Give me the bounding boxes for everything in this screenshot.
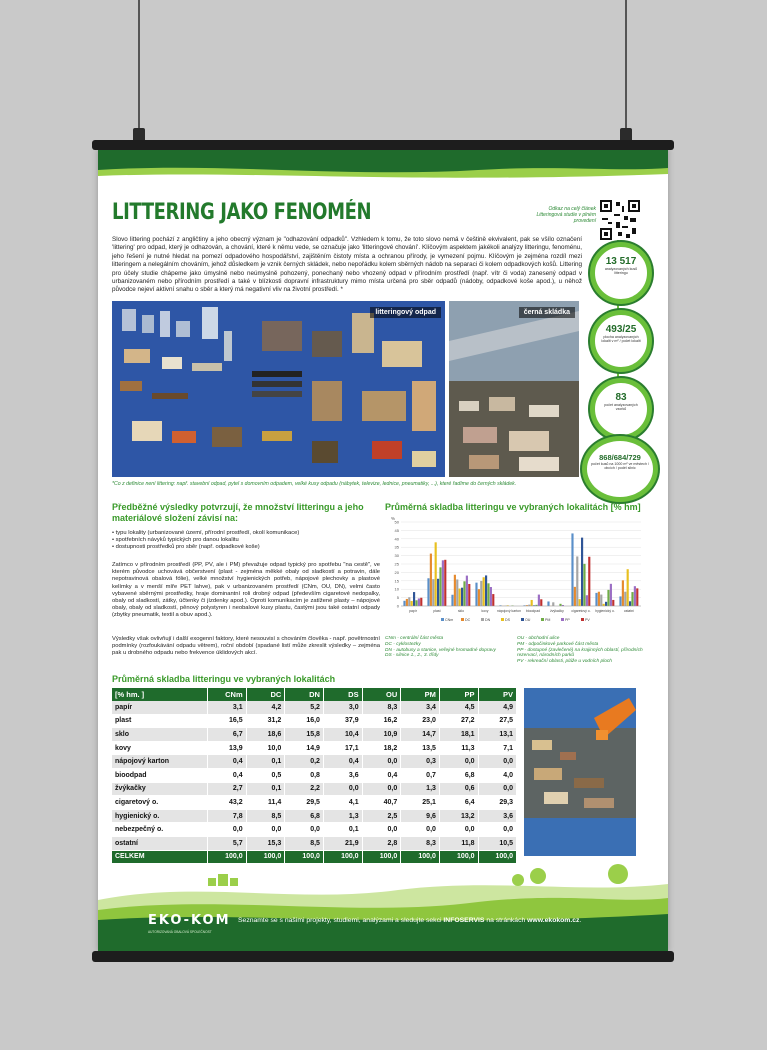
table-cell: 100,0 bbox=[323, 850, 362, 864]
table-cell: 100,0 bbox=[285, 850, 324, 864]
bar bbox=[603, 604, 605, 606]
page-title: LITTERING JAKO FENOMÉN bbox=[112, 200, 372, 225]
y-tick-label: 15 bbox=[394, 578, 399, 584]
legend-swatch bbox=[521, 618, 524, 621]
table-row bbox=[112, 823, 516, 837]
table-cell: 14,9 bbox=[285, 741, 324, 755]
row-label: žvýkačky bbox=[112, 782, 207, 796]
bar bbox=[538, 595, 540, 606]
bar bbox=[435, 542, 437, 606]
table-cell: 100,0 bbox=[246, 850, 285, 864]
x-tick-label: ostatní bbox=[623, 609, 635, 613]
bar bbox=[463, 581, 465, 606]
table-cell: 0,0 bbox=[478, 823, 516, 837]
table-cell: 0,0 bbox=[439, 755, 478, 769]
table-cell: 14,7 bbox=[401, 728, 440, 742]
table-cell: 5,2 bbox=[285, 701, 324, 714]
footer-text bbox=[238, 917, 581, 924]
legend-abbrev-item: CNm - centrální část města bbox=[385, 636, 444, 641]
list-item: • spotřebních návyků typických pro danou lokalitu bbox=[112, 537, 239, 544]
x-tick-label: hygienický o. bbox=[595, 609, 615, 613]
x-tick-label: kovy bbox=[481, 609, 489, 613]
bar bbox=[588, 557, 590, 606]
table-cell: 5,7 bbox=[207, 836, 246, 850]
y-tick-label: 40 bbox=[394, 536, 399, 542]
bar bbox=[480, 581, 482, 606]
bar bbox=[475, 583, 477, 606]
bar bbox=[451, 595, 453, 606]
table-cell: 16,2 bbox=[362, 714, 401, 728]
footer-band bbox=[98, 860, 668, 952]
legend-swatch bbox=[581, 618, 584, 621]
legend-swatch bbox=[441, 618, 444, 621]
table-cell: 0,1 bbox=[246, 755, 285, 769]
table-cell: 27,2 bbox=[439, 714, 478, 728]
stat-area bbox=[590, 310, 652, 372]
table-cell: 2,2 bbox=[285, 782, 324, 796]
y-tick-label: 25 bbox=[394, 561, 399, 567]
chart-legend-abbreviations bbox=[385, 636, 647, 678]
table-cell: 7,8 bbox=[207, 809, 246, 823]
bar bbox=[492, 594, 494, 606]
y-tick-label: 20 bbox=[394, 569, 399, 575]
table-header-row bbox=[112, 688, 516, 701]
legend-label: DS bbox=[505, 618, 510, 622]
hanging-bar-bottom bbox=[92, 951, 674, 962]
x-tick-label: plast bbox=[433, 609, 441, 613]
table-cell: 4,9 bbox=[478, 701, 516, 714]
table-cell: 0,5 bbox=[246, 768, 285, 782]
bar bbox=[631, 592, 633, 606]
y-tick-label: 10 bbox=[394, 586, 399, 592]
bar bbox=[531, 600, 533, 606]
table-cell: 0,6 bbox=[439, 782, 478, 796]
legend-swatch bbox=[541, 618, 544, 621]
table-row bbox=[112, 755, 516, 769]
y-tick-label: 45 bbox=[394, 527, 399, 533]
table-row bbox=[112, 809, 516, 823]
stats-column bbox=[582, 240, 662, 502]
table-cell: 17,1 bbox=[323, 741, 362, 755]
column-header: DC bbox=[246, 688, 285, 701]
table-cell: 13,5 bbox=[401, 741, 440, 755]
table-cell: 1,3 bbox=[323, 809, 362, 823]
table-cell: 4,0 bbox=[478, 768, 516, 782]
bar bbox=[605, 602, 607, 606]
row-label: kovy bbox=[112, 741, 207, 755]
table-cell: 3,1 bbox=[207, 701, 246, 714]
bar bbox=[415, 600, 417, 606]
y-tick-label: 5 bbox=[396, 595, 399, 601]
bar bbox=[624, 592, 626, 606]
dump-photo-illustration bbox=[449, 301, 579, 477]
intro-text: Slovo littering pochází z angličtiny a jeho obecný význam je "odhazování odpadků". Vzhledem k tomu, že toto slovo nemá v češtině ekvivalent, pak se všílo označení 'littering' pro odpad, který je odhazován, a chování, které k němu vede, se označuje jako 'litteringové chování'. Klíčovým aspektem jakékoli analýzy litteringu, fenoménu, jeho řešení je nutné hledat na pomezí odpadového hospodářství, zajištěním čistoty místa a ochranou přírody, je vymezení pojmu. Klíčovým je zejména rozdíl mezi litteringem a nelegálním chováním, jehož důsledkem je vznik černých skládek, nebo nepořádku kolem sběrných nádob na separaci či kolem odpadkových košů. Littering pro účely studie chápeme jako úmyslně nebo neúmyslně pohozený, ponechaný nebo vhozený odpad v přírodním prostředí (např. vítr či voda) zanesený odpad v urbanizovaném nebo přírodním prostředí a také v blízkosti dopravní infrastruktury mimo místa určená pro sběr odpadů (nádoby, odpadkové koše apod.), u něhož původce nejeví aktivní snahu o sběr a který má negativní vliv na životní prostředí. * bbox=[112, 236, 582, 294]
bar bbox=[574, 587, 576, 606]
table-row bbox=[112, 728, 516, 742]
table-row bbox=[112, 768, 516, 782]
bar bbox=[595, 593, 597, 606]
brand-logo: EKO-KOM bbox=[148, 913, 231, 928]
bar bbox=[406, 599, 408, 606]
row-label: nápojový karton bbox=[112, 755, 207, 769]
bar bbox=[586, 595, 588, 606]
table-cell: 0,0 bbox=[362, 782, 401, 796]
column-header: OU bbox=[362, 688, 401, 701]
bar bbox=[634, 586, 636, 606]
table-cell: 0,0 bbox=[478, 755, 516, 769]
legend-abbrev-item: PP - dostupné (zavlečené) na krajinných oblastí, přírodních rezervací, národních parků bbox=[517, 647, 643, 659]
table-row bbox=[112, 741, 516, 755]
row-label: sklo bbox=[112, 728, 207, 742]
table-cell: 25,1 bbox=[401, 796, 440, 810]
bar bbox=[622, 580, 624, 606]
stat-number: 493/25 bbox=[605, 324, 637, 335]
legend-label: PM bbox=[545, 618, 551, 622]
table-cell: 100,0 bbox=[439, 850, 478, 864]
table-cell: 8,5 bbox=[246, 809, 285, 823]
bar bbox=[456, 579, 458, 606]
bullet-list bbox=[112, 530, 380, 552]
bar bbox=[627, 569, 629, 606]
litter-photo-illustration bbox=[112, 301, 445, 477]
row-label: CELKEM bbox=[112, 850, 207, 864]
composition-bar-chart bbox=[385, 514, 647, 632]
bar bbox=[459, 589, 461, 606]
row-label: papír bbox=[112, 701, 207, 714]
bar bbox=[579, 599, 581, 606]
legend-label: PP bbox=[565, 618, 570, 622]
footer-infoservis: INFOSERVIS bbox=[443, 917, 485, 924]
table-cell: 13,1 bbox=[478, 728, 516, 742]
bar bbox=[600, 595, 602, 606]
column-header: DN bbox=[285, 688, 324, 701]
hanging-bar-top bbox=[92, 140, 674, 150]
x-tick-label: papír bbox=[409, 609, 417, 613]
table-cell: 21,9 bbox=[323, 836, 362, 850]
bar bbox=[581, 538, 583, 606]
stat-number: 13 517 bbox=[605, 256, 637, 267]
table-row bbox=[112, 796, 516, 810]
bar bbox=[607, 590, 609, 606]
photo-label-litter: litteringový odpad bbox=[370, 307, 441, 318]
legend-swatch bbox=[481, 618, 484, 621]
row-label: ostatní bbox=[112, 836, 207, 850]
x-tick-label: nápojový karton bbox=[497, 609, 521, 613]
table-cell: 6,8 bbox=[285, 809, 324, 823]
legend-label: CNm bbox=[445, 618, 454, 622]
table-cell: 13,2 bbox=[439, 809, 478, 823]
bar bbox=[454, 575, 456, 606]
table-cell: 15,8 bbox=[285, 728, 324, 742]
qr-note: Odkaz na celý článek Litteringová studie v plném provedení bbox=[536, 206, 596, 224]
legend-label: PV bbox=[585, 618, 590, 622]
paragraph-urban-vs-nature: Zatímco v přírodním prostředí (PP, PV, ale i PM) převažuje odpad typický pro spotřebu "na cestě", ve kterém původce uchovává občerstvení (plast - zejména měkké obaly od sladkostí a potravin, dále nepotravinová obalová fólie), velké množství hygienických potřeb, nápojové plechovky a plastové kelímky a v menší míře PET lahve), pak v urbanizovaném prostředí (CNm, OU, DN), velmi často vybavené sběrnými prostředky, hraje dominantní roli drobný odpad (především cigaretové nedopalky, obaly od sladkostí, zátky, účtenky či jízdenky apod.). Oproti komunikacím je zatížené plasty – nápojové obaly, obaly od sladkostí, pěnový polystyren i neobalové kusy plastu, častými jsou také ostatní odpady (zbytky pneumatik, textil a obuv apod.). bbox=[112, 562, 380, 619]
table-cell: 18,1 bbox=[439, 728, 478, 742]
column-header-unit: [% hm. ] bbox=[112, 688, 207, 701]
bar bbox=[461, 588, 463, 606]
legend-label: OU bbox=[525, 618, 531, 622]
stat-pieces bbox=[590, 242, 652, 304]
legend-swatch bbox=[461, 618, 464, 621]
table-cell: 4,5 bbox=[439, 701, 478, 714]
bar bbox=[583, 564, 585, 606]
table-cell: 8,3 bbox=[362, 701, 401, 714]
table-cell: 100,0 bbox=[207, 850, 246, 864]
legend-label: DC bbox=[465, 618, 471, 622]
table-cell: 3,6 bbox=[478, 809, 516, 823]
x-tick-label: sklo bbox=[457, 609, 465, 613]
stat-density bbox=[582, 436, 658, 502]
table-cell: 11,8 bbox=[439, 836, 478, 850]
photo-hand-collecting bbox=[524, 688, 636, 856]
row-label: cigaretový o. bbox=[112, 796, 207, 810]
legend-swatch bbox=[561, 618, 564, 621]
table-cell: 3,4 bbox=[401, 701, 440, 714]
bar bbox=[430, 554, 432, 606]
table-cell: 0,0 bbox=[362, 755, 401, 769]
x-tick-label: cigaretový o. bbox=[571, 609, 591, 613]
table-cell: 0,0 bbox=[401, 823, 440, 837]
photo-illegal-dump bbox=[449, 301, 579, 477]
legend-abbrev-item: PV - rekreační oblasti, pláže u vodních ploch bbox=[517, 659, 612, 665]
table-cell: 0,0 bbox=[478, 782, 516, 796]
x-tick-label: žvýkačky bbox=[550, 609, 564, 613]
column-header: PM bbox=[401, 688, 440, 701]
table-cell: 2,8 bbox=[362, 836, 401, 850]
table-cell: 0,8 bbox=[285, 768, 324, 782]
bar bbox=[552, 602, 554, 606]
list-item: • typu lokality (urbanizované území, přírodní prostředí, okolí komunikace) bbox=[112, 530, 300, 536]
hanging-wire-left bbox=[138, 0, 140, 132]
column-header: DS bbox=[323, 688, 362, 701]
bar bbox=[487, 583, 489, 606]
table-cell: 100,0 bbox=[478, 850, 516, 864]
table-row bbox=[112, 714, 516, 728]
y-axis-label: % bbox=[391, 516, 396, 521]
table-row bbox=[112, 836, 516, 850]
bar bbox=[612, 600, 614, 606]
table-cell: 6,4 bbox=[439, 796, 478, 810]
footer-text-part: Seznamte se s našimi projekty, studiemi, analýzami a sledujte sekci bbox=[238, 917, 444, 924]
table-cell: 10,0 bbox=[246, 741, 285, 755]
y-tick-label: 35 bbox=[394, 544, 399, 550]
stat-label: počet kusů na 1000 m² ve městech / obcích / podél silnic bbox=[591, 462, 649, 471]
poster bbox=[98, 148, 668, 952]
definition-footnote: *Co z definice není littering: např. stavební odpad, pytel s domovním odpadem, velké kusy odpadu (nábytek, televize, lednice, pneumatiky, ...), které řadíme do černých skládek. bbox=[112, 481, 517, 487]
footer-website-link[interactable]: www.ekokom.cz bbox=[527, 917, 580, 924]
legend-abbrev-item: DC - cyklostezky bbox=[385, 641, 421, 647]
bar bbox=[619, 596, 621, 606]
bar bbox=[439, 567, 441, 606]
composition-table bbox=[112, 688, 516, 864]
legend-abbrev-item: DS - silnice 1., 2., 3. třídy bbox=[385, 653, 439, 659]
y-tick-label: 0 bbox=[396, 603, 399, 609]
bar bbox=[485, 575, 487, 606]
bar bbox=[571, 533, 573, 606]
table-cell: 0,0 bbox=[439, 823, 478, 837]
stat-label: počet analyzovaných vzorků bbox=[604, 403, 638, 412]
table-cell: 0,1 bbox=[323, 823, 362, 837]
bar bbox=[468, 584, 470, 606]
table-cell: 23,0 bbox=[401, 714, 440, 728]
bar bbox=[483, 577, 485, 606]
table-heading: Průměrná skladba litteringu ve vybraných lokalitách bbox=[112, 674, 336, 684]
qr-code-icon[interactable] bbox=[600, 200, 640, 240]
photo-litter-waste bbox=[112, 301, 445, 477]
row-label: nebezpečný o. bbox=[112, 823, 207, 837]
table-cell: 18,6 bbox=[246, 728, 285, 742]
row-label: plast bbox=[112, 714, 207, 728]
column-header: CNm bbox=[207, 688, 246, 701]
table-cell: 2,7 bbox=[207, 782, 246, 796]
bar bbox=[598, 592, 600, 606]
bar bbox=[418, 598, 420, 606]
table-cell: 9,6 bbox=[401, 809, 440, 823]
stat-samples bbox=[590, 378, 652, 440]
hand-photo-illustration bbox=[524, 688, 636, 856]
footer-text-part: na stránkách bbox=[484, 917, 528, 924]
bar bbox=[432, 579, 434, 606]
row-label: hygienický o. bbox=[112, 809, 207, 823]
stat-label: analyzovaných kusů litteringu bbox=[604, 267, 638, 276]
table-cell: 4,2 bbox=[246, 701, 285, 714]
bar bbox=[442, 560, 444, 606]
column-header: PV bbox=[478, 688, 516, 701]
table-row bbox=[112, 782, 516, 796]
chart-heading: Průměrná skladba litteringu ve vybraných lokalitách [% hm] bbox=[385, 502, 641, 512]
table-cell: 6,7 bbox=[207, 728, 246, 742]
table-cell: 0,1 bbox=[246, 782, 285, 796]
table-cell: 3,6 bbox=[323, 768, 362, 782]
table-cell: 40,7 bbox=[362, 796, 401, 810]
bar bbox=[420, 598, 422, 606]
bar bbox=[576, 556, 578, 606]
column-header: PP bbox=[439, 688, 478, 701]
table-cell: 0,0 bbox=[285, 823, 324, 837]
table-cell: 8,5 bbox=[285, 836, 324, 850]
bar bbox=[444, 560, 446, 606]
table-cell: 0,4 bbox=[362, 768, 401, 782]
bar bbox=[559, 604, 561, 606]
table-cell: 4,1 bbox=[323, 796, 362, 810]
bar bbox=[629, 601, 631, 606]
table-cell: 0,0 bbox=[246, 823, 285, 837]
table-cell: 13,9 bbox=[207, 741, 246, 755]
stat-number: 83 bbox=[615, 392, 627, 403]
header-band bbox=[98, 148, 668, 182]
table-cell: 27,5 bbox=[478, 714, 516, 728]
table-cell: 15,3 bbox=[246, 836, 285, 850]
bar bbox=[478, 589, 480, 606]
brand-logo-subtitle: AUTORIZOVANÁ OBALOVÁ SPOLEČNOST bbox=[148, 930, 212, 934]
table-cell: 0,2 bbox=[285, 755, 324, 769]
table-cell: 6,8 bbox=[439, 768, 478, 782]
bar bbox=[610, 584, 612, 606]
table-cell: 11,4 bbox=[246, 796, 285, 810]
table-cell: 0,7 bbox=[401, 768, 440, 782]
stat-label: plocha analyzovaných lokalit v m² / počet lokalit bbox=[601, 335, 641, 344]
table-cell: 11,3 bbox=[439, 741, 478, 755]
table-cell: 31,2 bbox=[246, 714, 285, 728]
table-cell: 16,5 bbox=[207, 714, 246, 728]
bar bbox=[427, 578, 429, 606]
legend-swatch bbox=[501, 618, 504, 621]
table-cell: 10,5 bbox=[478, 836, 516, 850]
bar bbox=[408, 597, 410, 606]
bar bbox=[636, 588, 638, 606]
table-cell: 0,0 bbox=[362, 823, 401, 837]
table-cell: 100,0 bbox=[362, 850, 401, 864]
list-item: • dostupnosti prostředků pro sběr (např. odpadkové koše) bbox=[112, 544, 260, 551]
row-label: bioodpad bbox=[112, 768, 207, 782]
table-cell: 10,4 bbox=[323, 728, 362, 742]
bar bbox=[413, 592, 415, 606]
table-cell: 0,0 bbox=[207, 823, 246, 837]
bar bbox=[411, 601, 413, 606]
table-cell: 18,2 bbox=[362, 741, 401, 755]
y-tick-label: 30 bbox=[394, 553, 399, 559]
legend-abbrev-item: OU - obchodní ulice bbox=[517, 636, 560, 641]
x-tick-label: bioodpad bbox=[526, 609, 540, 613]
stat-number: 868/684/729 bbox=[599, 453, 641, 462]
bar bbox=[437, 579, 439, 606]
bar bbox=[547, 601, 549, 606]
table-cell: 3,0 bbox=[323, 701, 362, 714]
bar bbox=[540, 599, 542, 606]
table-row bbox=[112, 701, 516, 714]
bar bbox=[490, 587, 492, 606]
table-cell: 0,4 bbox=[323, 755, 362, 769]
bar bbox=[403, 601, 405, 606]
table-cell: 0,3 bbox=[401, 755, 440, 769]
hanging-wire-right bbox=[625, 0, 627, 132]
legend-label: DN bbox=[485, 618, 491, 622]
y-tick-label: 50 bbox=[394, 519, 399, 525]
photo-label-dump: černá skládka bbox=[519, 307, 575, 318]
table-cell: 7,1 bbox=[478, 741, 516, 755]
table-cell: 43,2 bbox=[207, 796, 246, 810]
table-cell: 16,0 bbox=[285, 714, 324, 728]
legend-abbrev-item: DN - autobusy a stanice, veřejné hromadné dopravy bbox=[385, 647, 496, 653]
paragraph-exogenous-factors: Výsledky však ovlivňují i další exogenní faktory, které nesouvisí s chováním člověka - např. povětrnostní podmínky (rozfoukávání odpadu větrem), roční období (spadané listí může zkreslit výsledky – zejména pak u drobného odpadu nebo frekvence úklidových akcí. bbox=[112, 636, 380, 657]
table-cell: 29,3 bbox=[478, 796, 516, 810]
table-cell: 0,4 bbox=[207, 768, 246, 782]
legend-abbrev-item: PM - odpočinkové parkové část města bbox=[517, 641, 599, 647]
table-cell: 2,5 bbox=[362, 809, 401, 823]
table-cell: 0,0 bbox=[323, 782, 362, 796]
footer-text-part: . bbox=[579, 917, 582, 924]
table-cell: 37,9 bbox=[323, 714, 362, 728]
table-cell: 0,4 bbox=[207, 755, 246, 769]
table-cell: 29,5 bbox=[285, 796, 324, 810]
bar bbox=[466, 576, 468, 606]
table-cell: 1,3 bbox=[401, 782, 440, 796]
table-cell: 8,3 bbox=[401, 836, 440, 850]
table-cell: 10,9 bbox=[362, 728, 401, 742]
table-cell: 100,0 bbox=[401, 850, 440, 864]
section-results-heading: Předběžné výsledky potvrzují, že množství litteringu a jeho materiálové složení závisí na: bbox=[112, 502, 364, 523]
